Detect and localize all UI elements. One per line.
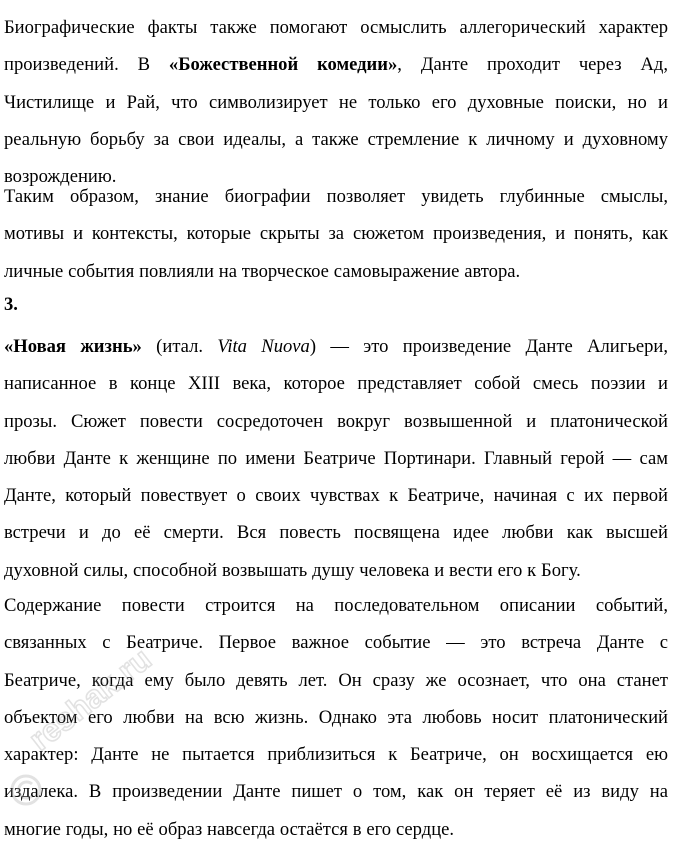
section-number	[4, 286, 668, 323]
text-line: прозы. Сюжет повести сосредоточен вокруг возвышенной и платонической	[4, 410, 668, 432]
text-line: Содержание повести строится на последовательном описании событий,	[4, 595, 668, 616]
text-run: , Данте проходит через Ад,	[397, 54, 668, 76]
text-line: мотивы и контексты, которые скрыты за сюжетом произведения, и понять, как	[4, 223, 668, 245]
text-line	[4, 46, 668, 83]
text-line: связанных с Беатриче. Первое важное событие — это встреча Данте с	[4, 632, 668, 654]
paragraph-biographical-facts	[4, 9, 668, 195]
text-line: Биографические факты также помогают осмыслить аллегорический характер	[4, 17, 668, 38]
text-line: Данте, который повествует о своих чувствах к Беатриче, начиная с их первой	[4, 485, 668, 507]
paragraph-vita-nuova-intro	[4, 328, 668, 589]
text-line: издалека. В произведении Данте пишет о том, как он теряет её из виду на	[4, 781, 668, 803]
text-line: личные события повлияли на творческое самовыражение автора.	[4, 260, 521, 282]
paragraph-story-content	[4, 587, 668, 848]
text-line: встречи и до её смерти. Вся повесть посвящена идее любви как высшей	[4, 522, 668, 544]
text-run: произведений. В	[4, 54, 169, 76]
work-title-italian: Vita Nuova	[217, 336, 310, 357]
text-line: объектом его любви на всю жизнь. Однако эта любовь носит платонический	[4, 706, 668, 728]
text-line: характер: Данте не пытается приблизиться к Беатриче, он восхищается ею	[4, 744, 668, 766]
text-run: ) — это произведение Данте Алигьери,	[309, 336, 669, 357]
paragraph-conclusion	[4, 178, 668, 290]
text-line: многие годы, но её образ навсегда остаётся в его сердце.	[4, 818, 455, 840]
text-line: духовной силы, способной возвышать душу человека и вести его к Богу.	[4, 559, 581, 581]
watermark-text: reshak.ru	[22, 640, 158, 758]
text-run: (итал.	[141, 336, 218, 357]
text-line: реальную борьбу за свои идеалы, а также стремление к личному и духовному	[4, 128, 668, 150]
text-line: Чистилище и Рай, что символизирует не только его духовные поиски, но и	[4, 91, 668, 113]
text-line: Таким образом, знание биографии позволяет увидеть глубинные смыслы,	[4, 186, 668, 207]
work-title-new-life: «Новая жизнь»	[4, 336, 142, 357]
text-line: Беатриче, когда ему было девять лет. Он сразу же осознает, что она станет	[4, 669, 668, 691]
text-line: возрождению.	[4, 166, 117, 188]
text-line: любви Данте к женщине по имени Беатриче Портинари. Главный герой — сам	[4, 447, 668, 469]
work-title-divine-comedy: «Божественной комедии»	[168, 54, 398, 76]
section-number-text: 3.	[4, 294, 18, 315]
text-line	[4, 328, 668, 365]
text-line: написанное в конце XIII века, которое представляет собой смесь поэзии и	[4, 373, 668, 395]
